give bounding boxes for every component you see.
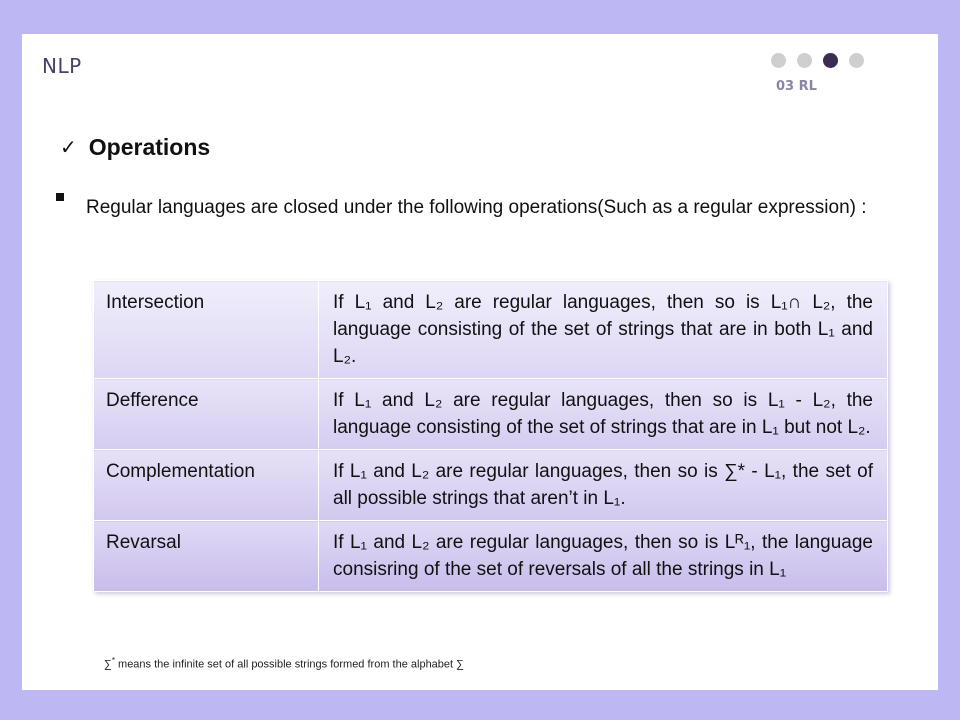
footnote-text: means the infinite set of all possible strings formed from the alphabet ∑ <box>114 658 464 671</box>
sigma-symbol: ∑ <box>104 658 112 671</box>
heading-title: Operations <box>88 134 211 160</box>
operation-description: If L₁ and L₂ are regular languages, then so is L₁∩ L₂, the language consisting of the set of strings that are in both L₁ and L₂. <box>319 281 888 379</box>
bullet-item <box>56 186 926 230</box>
footnote <box>104 656 464 671</box>
progress-dot-1[interactable] <box>771 53 786 68</box>
bullet-text: Regular languages are closed under the following operations(Such as a regular expression) : <box>86 197 867 218</box>
section-heading <box>60 134 210 161</box>
progress-dot-3-active[interactable] <box>823 53 838 68</box>
table-row <box>94 521 888 592</box>
operations-table <box>93 280 888 592</box>
operation-name: Intersection <box>94 281 319 379</box>
operation-description: If L₁ and L₂ are regular languages, then so is L₁ - L₂, the language consisting of the set of strings that are in L₁ but not L₂. <box>319 379 888 450</box>
operation-description: If L₁ and L₂ are regular languages, then so is ∑* - L₁, the set of all possible strings that aren’t in L₁. <box>319 450 888 521</box>
progress-dot-2[interactable] <box>797 53 812 68</box>
progress-dot-4[interactable] <box>849 53 864 68</box>
operation-name: Defference <box>94 379 319 450</box>
brand-title: NLP <box>42 54 82 78</box>
operation-description: If L₁ and L₂ are regular languages, then so is Lᴿ₁, the language consisring of the set of reversals of all the strings in L₁ <box>319 521 888 592</box>
checkmark-icon: ✓ <box>60 137 77 159</box>
footnote-superscript: * <box>111 656 115 665</box>
slide <box>22 34 938 690</box>
operation-name: Revarsal <box>94 521 319 592</box>
table-row <box>94 450 888 521</box>
square-bullet-icon <box>56 193 64 201</box>
section-code: 03 RL <box>776 79 817 94</box>
table-row <box>94 281 888 379</box>
operation-name: Complementation <box>94 450 319 521</box>
table-row <box>94 379 888 450</box>
